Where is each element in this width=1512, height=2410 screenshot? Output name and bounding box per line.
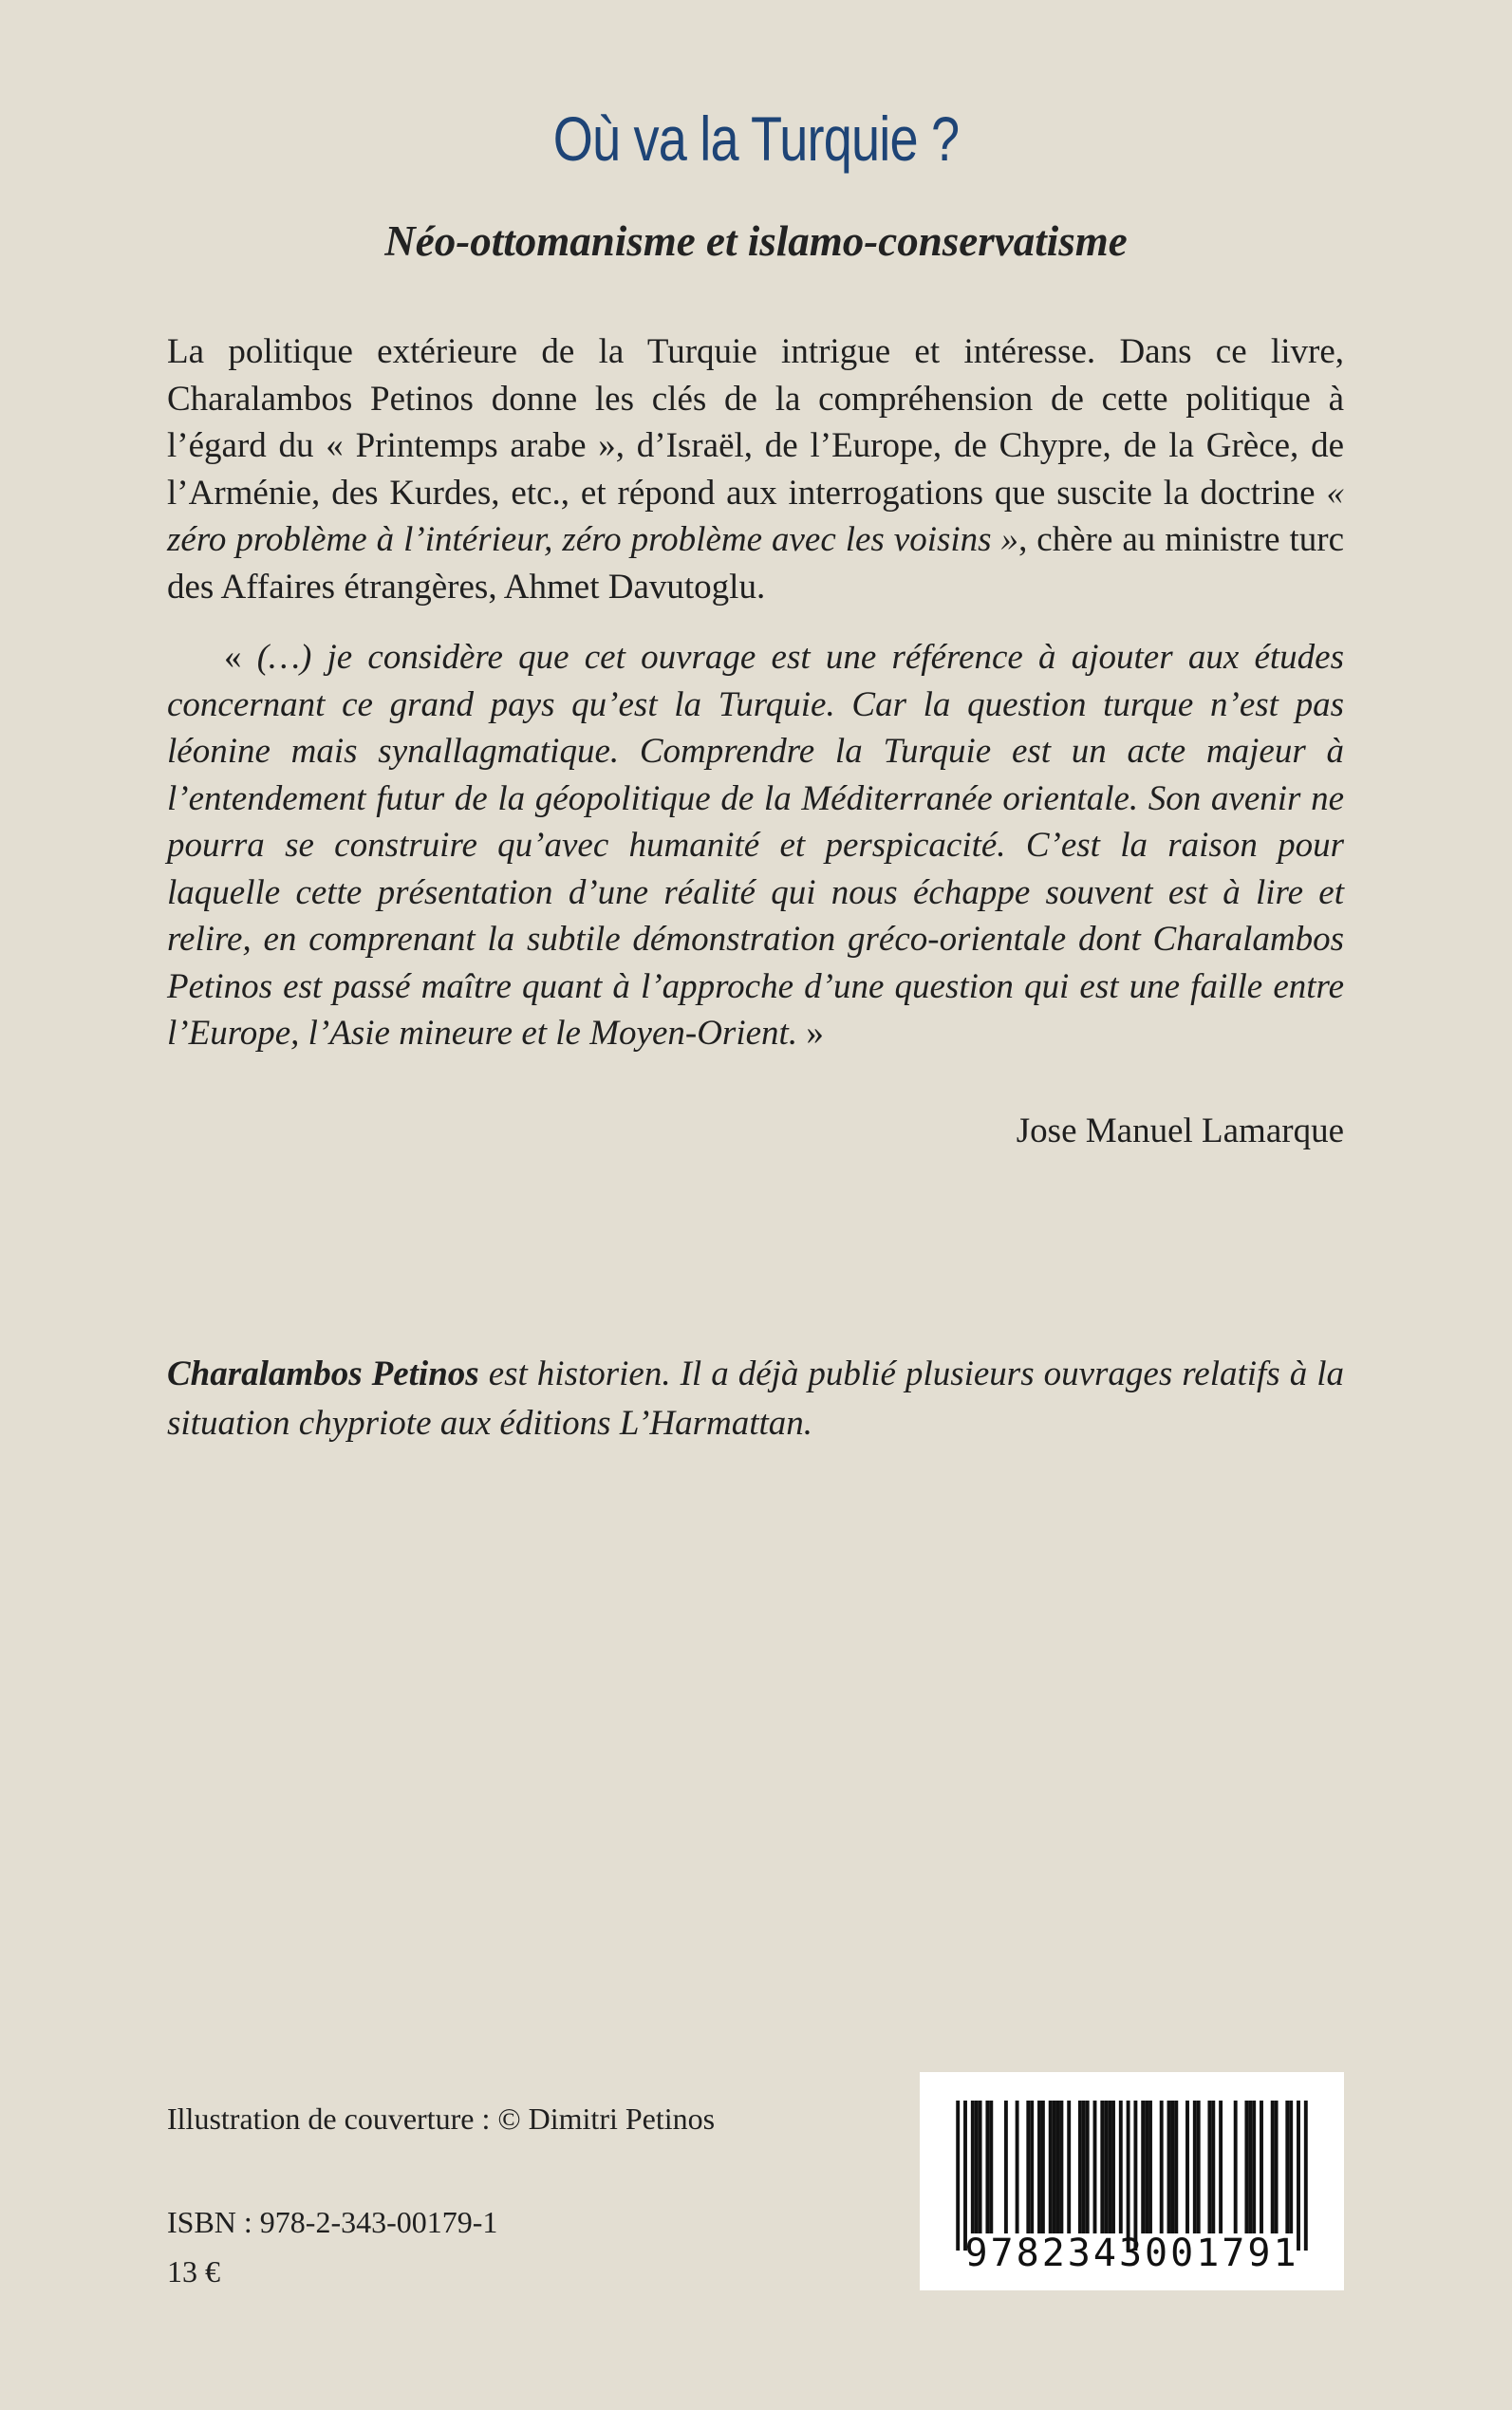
barcode-bar — [1174, 2101, 1178, 2233]
barcode-bar — [1145, 2101, 1148, 2233]
barcode-bar — [1086, 2101, 1090, 2233]
barcode-bar — [1244, 2101, 1248, 2233]
barcode-bar — [1067, 2101, 1071, 2233]
barcode-bar — [1111, 2101, 1115, 2233]
barcode-bar — [1056, 2101, 1060, 2233]
quote-text: (…) je considère que cet ouvrage est une référence à ajouter aux études concernant ce grand pays qu’est la Turquie. Car la question turque n’est pas léonine mais synallagmatique. Comprendre la Turquie est un acte majeur à l’entendement futur de la géopolitique de la Méditerranée orientale. Son avenir ne pourra se construire qu’avec humanité et perspicacité. C’est la raison pour laquelle cette présentation d’une réalité qui nous échappe souvent est à lire et relire, en comprenant la subtile démonstration gréco-orientale dont Charalambos Petinos est passé maître quant à l’approche d’une question qui est une faille entre l’Europe, l’Asie mineure et le Moyen-Orient. — [167, 638, 1344, 1053]
barcode-bar — [1289, 2101, 1293, 2233]
barcode-bar — [1037, 2101, 1041, 2233]
barcode-bar — [1285, 2101, 1289, 2233]
barcode-bar — [1082, 2101, 1086, 2233]
summary-text-1: La politique extérieure de la Turquie intrigue et intéresse. Dans ce livre, Charalambos Petinos donne les clés de la compréhension de cette politique à l’égard du « Printemps arabe », d’Israël, de l’Europe, de Chypre, de la Grèce, de l’Arménie, des Kurdes, etc., et répond aux interrogations que suscite la doctrine — [167, 332, 1344, 513]
barcode-bar — [1108, 2101, 1111, 2233]
barcode-bar — [1275, 2101, 1279, 2233]
barcode-bar — [1211, 2101, 1215, 2233]
book-subtitle: Néo-ottomanisme et islamo-conservatisme — [384, 217, 1128, 265]
barcode-bar — [1271, 2101, 1275, 2233]
barcode-bar — [1053, 2101, 1056, 2233]
quote-open-mark: « — [224, 638, 257, 677]
barcode-bar — [1185, 2101, 1189, 2233]
barcode-bar — [963, 2101, 967, 2251]
barcode-bar — [1197, 2101, 1201, 2233]
book-title: Où va la Turquie ? — [552, 103, 960, 174]
barcode-bar — [1160, 2101, 1164, 2233]
barcode-bar — [1004, 2101, 1008, 2233]
barcode-bar — [1207, 2101, 1211, 2233]
barcode-bar — [1260, 2101, 1263, 2233]
barcode-bar — [1093, 2101, 1097, 2233]
isbn: ISBN : 978-2-343-00179-1 — [167, 2205, 498, 2239]
barcode-bar — [1141, 2101, 1145, 2233]
review-quote — [167, 634, 1344, 1057]
barcode-bar — [1193, 2101, 1197, 2233]
barcode-bar — [1100, 2101, 1104, 2233]
barcode-bar — [1059, 2101, 1063, 2233]
barcode-bar — [1297, 2101, 1300, 2251]
barcode-bar — [1026, 2101, 1030, 2233]
barcode-bar — [1234, 2101, 1238, 2233]
quote-close-mark: » — [797, 1014, 824, 1053]
barcode-bar — [1133, 2101, 1137, 2251]
barcode-bar — [1119, 2101, 1123, 2233]
barcode — [920, 2072, 1344, 2290]
doctrine-quote: « zéro problème à l’intérieur, zéro problème avec les voisins » — [167, 473, 1344, 559]
barcode-digits: 9782343001791 — [964, 2232, 1299, 2275]
author-bio — [167, 1350, 1344, 1448]
illustration-credit: Illustration de couverture : © Dimitri Petinos — [167, 2102, 716, 2136]
summary-text-2: , chère au ministre turc des Affaires étrangères, Ahmet Davutoglu. — [167, 520, 1344, 607]
barcode-bar — [975, 2101, 979, 2233]
barcode-bar — [989, 2101, 993, 2233]
barcode-bar — [979, 2101, 982, 2233]
price: 13 € — [167, 2254, 220, 2289]
barcode-bar — [1049, 2101, 1053, 2233]
barcode-bar — [1167, 2101, 1171, 2233]
barcode-bar — [1127, 2101, 1130, 2251]
summary-paragraph — [167, 328, 1344, 610]
quote-author: Jose Manuel Lamarque — [1016, 1112, 1344, 1150]
barcode-bar — [1148, 2101, 1152, 2233]
author-name: Charalambos Petinos — [167, 1354, 479, 1393]
barcode-bar — [956, 2101, 960, 2251]
barcode-bar — [1219, 2101, 1223, 2233]
barcode-bar — [1104, 2101, 1108, 2233]
barcode-bar — [1078, 2101, 1082, 2233]
barcode-bar — [1252, 2101, 1256, 2233]
author-bio-text: est historien. Il a déjà publié plusieurs ouvrages relatifs à la situation chypriote aux éditions L’Harmattan. — [167, 1354, 1344, 1443]
barcode-bar — [1041, 2101, 1045, 2233]
barcode-bar — [1170, 2101, 1174, 2233]
barcode-bar — [1304, 2101, 1308, 2251]
barcode-bar — [1016, 2101, 1019, 2233]
barcode-bar — [1248, 2101, 1252, 2233]
barcode-bar — [971, 2101, 975, 2233]
barcode-bar — [985, 2101, 989, 2233]
barcode-bar — [1030, 2101, 1034, 2233]
